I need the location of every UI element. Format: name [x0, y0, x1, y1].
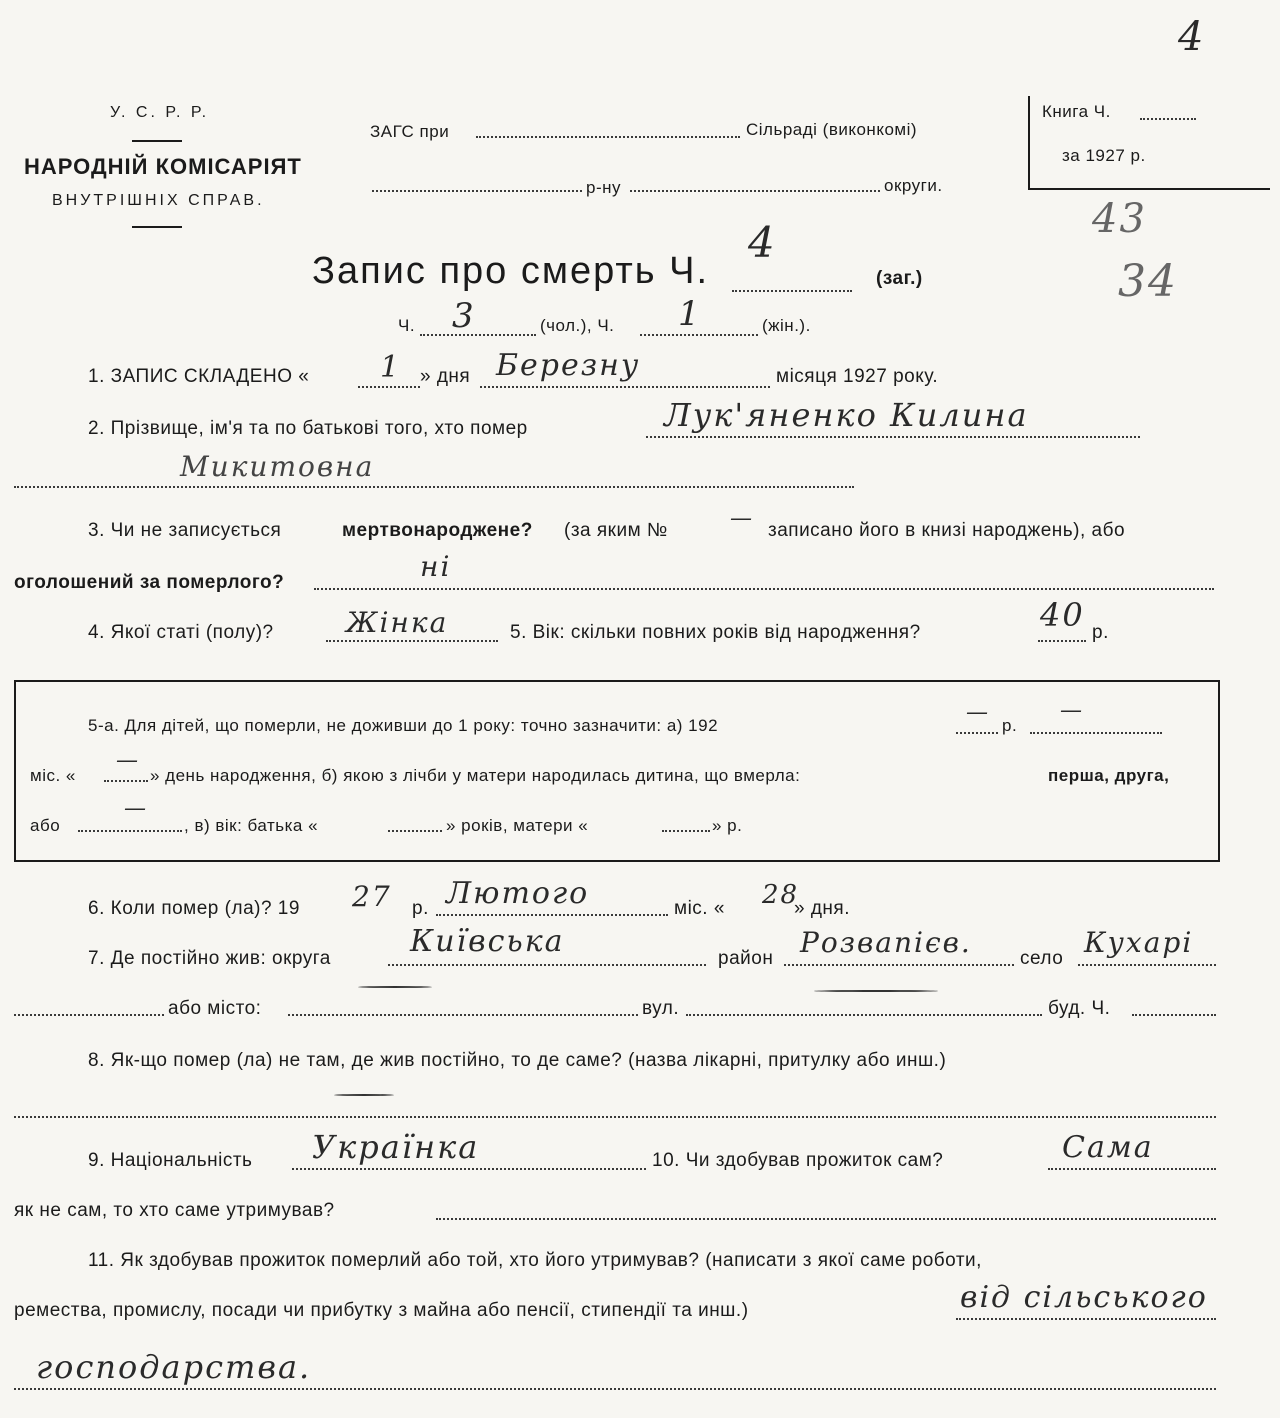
f10-field: [1048, 1168, 1216, 1170]
f2-label: 2. Прізвище, ім'я та по батькові того, хто помер: [88, 418, 528, 439]
f3-label-b: (за яким №: [564, 520, 668, 541]
district-field: [372, 190, 582, 192]
header-divider-1: [132, 140, 182, 142]
f5a-year-dash: —: [966, 700, 990, 725]
f7-selo: Кухарі: [1084, 926, 1194, 959]
male-ch-label: Ч.: [398, 316, 416, 335]
f5a-line2a: міс. «: [30, 766, 76, 785]
f8-scribble: [334, 1094, 394, 1096]
f3-label-c: записано його в книзі народжень), або: [768, 520, 1126, 541]
f7-scribble-2: [814, 990, 938, 992]
f3-answer: ні: [420, 550, 452, 583]
margin-mark-mid2: 34: [1118, 256, 1178, 307]
f1-month-field: [480, 386, 770, 388]
f7-street-field: [686, 1014, 1042, 1016]
f5a-order-dash: —: [124, 796, 148, 821]
f1-day: 1: [380, 350, 402, 385]
female-label: (жін.).: [762, 316, 811, 335]
male-field: [420, 334, 536, 336]
okrugy-label: округи.: [884, 176, 943, 195]
f5a-day-field: [104, 780, 148, 782]
male-label: (чол.), Ч.: [540, 316, 615, 335]
f3-answer-field: [314, 588, 1214, 590]
f6-month-field: [436, 914, 668, 916]
f5a-line2b: » день народження, б) якою з лічби у матери народилась дитина, що вмерла:: [150, 766, 801, 785]
f5a-father-field: [388, 830, 442, 832]
f6-label-c: міс. «: [674, 898, 725, 919]
f2-name: Лук'яненко Килина: [664, 396, 1029, 434]
f5a-month-field: [1030, 732, 1162, 734]
f4-field: [326, 640, 498, 642]
zags-field: [476, 136, 740, 138]
header-divider-2: [132, 226, 182, 228]
f11-answer-1: від сільського: [960, 1280, 1208, 1315]
f10b-field: [436, 1218, 1216, 1220]
zags-label: ЗАГС при: [370, 122, 450, 141]
f2-patronymic-field: [14, 486, 854, 488]
f10b-label: як не сам, то хто саме утримував?: [14, 1200, 335, 1221]
f5a-month-dash: —: [1060, 698, 1084, 723]
header-republic: У. С. Р. Р.: [110, 104, 210, 121]
f11-line1: 11. Як здобував прожиток померлий або той, хто його утримував? (написати з якої саме роботи,: [88, 1250, 982, 1271]
f7-label-a: 7. Де постійно жив: округа: [88, 948, 331, 969]
f2-name-field: [646, 436, 1140, 438]
f7-label-b: район: [718, 948, 774, 969]
header-internal: ВНУТРІШНІХ СПРАВ.: [52, 192, 265, 209]
f5a-bold: перша, друга,: [1048, 766, 1170, 785]
f7-house-field: [1132, 1014, 1216, 1016]
f5a-year-field: [956, 732, 998, 734]
f11-answer-field-2: [14, 1388, 1216, 1390]
f5-field: [1038, 640, 1086, 642]
f5a-order-field: [78, 830, 182, 832]
f7-rayon-field: [784, 964, 1014, 966]
female-count: 1: [678, 294, 702, 334]
f9-field: [292, 1168, 646, 1170]
f5a-line1: 5-а. Для дітей, що померли, не доживши до 1 року: точно зазначити: а) 192: [88, 716, 719, 735]
f5a-line3c: » років, матери «: [446, 816, 589, 835]
f5a-day-dash: —: [116, 748, 140, 773]
f7-label-f: буд. Ч.: [1048, 998, 1111, 1019]
book-label: Книга Ч.: [1042, 102, 1111, 121]
rnu-label: р-ну: [586, 178, 622, 197]
f7-label-c: село: [1020, 948, 1064, 969]
f1-month: Березну: [496, 348, 641, 383]
f11-answer-field-1: [956, 1318, 1216, 1320]
f6-day: 28: [762, 880, 800, 910]
f3-no: —: [730, 506, 754, 531]
f11-line2: ремества, промислу, посади чи прибутку з майна або пенсії, стипендії та инш.): [14, 1300, 749, 1321]
book-number-field: [1140, 118, 1196, 120]
record-number: 4: [748, 218, 777, 267]
f8-field: [14, 1116, 1216, 1118]
male-count: 3: [452, 296, 476, 336]
f7-okruga-field: [388, 964, 706, 966]
f6-label-b: р.: [412, 898, 429, 919]
f3-bold: мертвонароджене?: [342, 520, 533, 541]
f1-label-a: 1. ЗАПИС СКЛАДЕНО «: [88, 366, 310, 387]
f4-answer: Жінка: [346, 606, 449, 639]
f6-label-d: » дня.: [794, 898, 850, 919]
f2-patronymic: Микитовна: [180, 450, 375, 483]
record-title: Запис про смерть Ч.: [312, 250, 710, 292]
f5a-mother-field: [662, 830, 710, 832]
f9-label: 9. Національність: [88, 1150, 253, 1171]
silradi-label: Сільраді (виконкомі): [746, 120, 918, 139]
f5a-r: р.: [1002, 716, 1018, 735]
f6-month: Лютого: [446, 876, 590, 911]
f5a-line3a: або: [30, 816, 61, 835]
f7-okruga: Київська: [410, 924, 565, 959]
record-zag: (заг.): [876, 268, 923, 289]
female-field: [640, 334, 758, 336]
f10-label: 10. Чи здобував прожиток сам?: [652, 1150, 944, 1171]
f7-pre-city-field: [14, 1014, 164, 1016]
f1-label-c: місяця 1927 року.: [776, 366, 939, 387]
f7-label-d: або місто:: [168, 998, 262, 1019]
margin-mark-top: 4: [1178, 14, 1206, 60]
f1-label-b: » дня: [420, 366, 471, 387]
f6-year: 27: [352, 880, 392, 913]
f7-city-field: [288, 1014, 638, 1016]
okrug-field: [630, 190, 880, 192]
f11-answer-2: господарства.: [36, 1348, 312, 1386]
f5a-line3d: » р.: [712, 816, 743, 835]
f5-label: 5. Вік: скільки повних років від народження?: [510, 622, 921, 643]
f5-answer: 40: [1040, 596, 1085, 634]
header-commissariat: НАРОДНІЙ КОМІСАРІЯТ: [24, 154, 302, 179]
f7-label-e: вул.: [642, 998, 680, 1019]
f5-unit: р.: [1092, 622, 1109, 643]
f4-label: 4. Якої статі (полу)?: [88, 622, 274, 643]
f7-selo-field: [1078, 964, 1216, 966]
f1-day-field: [358, 386, 420, 388]
f3-bold2: оголошений за померлого?: [14, 572, 285, 593]
f6-label-a: 6. Коли помер (ла)? 19: [88, 898, 300, 919]
f10-answer: Сама: [1062, 1130, 1154, 1165]
f8-label: 8. Як-що помер (ла) не там, де жив постійно, то де саме? (назва лікарні, притулку або инш.): [88, 1050, 947, 1071]
f7-rayon: Розвапієв.: [800, 926, 972, 959]
book-year: за 1927 р.: [1062, 146, 1146, 165]
f9-answer: Українка: [312, 1128, 480, 1166]
f7-scribble-1: [358, 986, 432, 988]
margin-mark-mid1: 43: [1092, 196, 1147, 242]
record-number-field: [732, 290, 852, 292]
f3-label-a: 3. Чи не записується: [88, 520, 282, 541]
f5a-line3b: , в) вік: батька «: [184, 816, 319, 835]
